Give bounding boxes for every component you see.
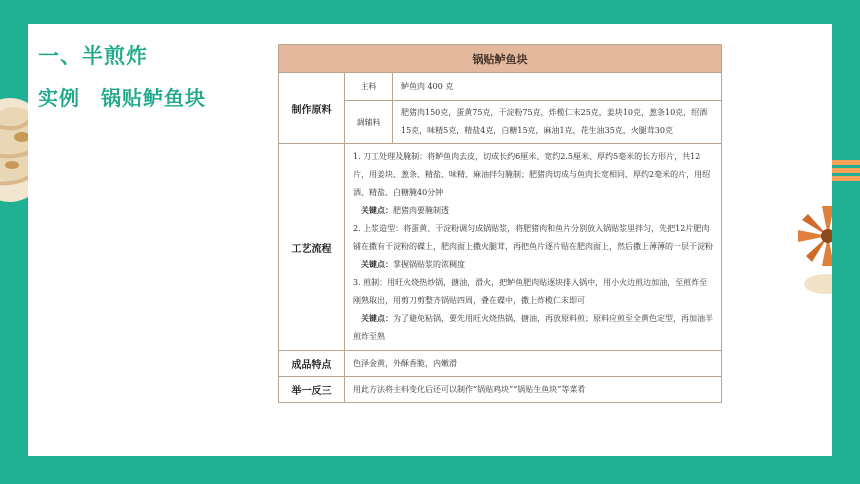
process-steps xyxy=(345,144,722,351)
ingredients-label: 制作原料 xyxy=(279,73,345,144)
main-ingredient-label: 主料 xyxy=(345,73,393,101)
table-row xyxy=(279,144,722,351)
process-step-3: 3. 煎制：用旺火烧热炒锅，搪油，滑火，把鲈鱼肥肉贴逐块排入锅中，用小火边煎边加油，至煎炸至刚熟取出，用剪刀剪整齐锅贴四周，叠在碟中，撒上炸榄仁末即可 xyxy=(353,278,708,305)
table-row xyxy=(279,101,722,144)
example-heading: 实例 锅贴鲈鱼块 xyxy=(38,86,206,110)
process-label: 工艺流程 xyxy=(279,144,345,351)
process-step-1: 1. 刀工处理及腌制：将鲈鱼肉去皮，切成长约6厘米、宽约2.5厘米、厚约5毫米的长方形片，共12片，用姜块、葱条、精盐、味精、麻油拌匀腌制；肥猪肉切成与鱼肉长宽相同、厚约2毫米的片，用绍酒、精盐、白糖腌40分钟 xyxy=(353,152,711,197)
star-anise-decoration xyxy=(780,188,832,298)
table-row xyxy=(279,73,722,101)
section-heading: 一、半煎炸 xyxy=(38,44,148,68)
key-point-text: 为了避免粘锅，要先用旺火烧热锅，搪油，再放原料煎；原料应煎至全黄色定型，再加油半煎炸至熟 xyxy=(353,314,713,341)
variation-label: 举一反三 xyxy=(279,377,345,403)
key-point-2 xyxy=(353,256,713,274)
recipe-table xyxy=(278,44,722,403)
features-value: 色泽金黄，外酥香脆，内嫩滑 xyxy=(345,351,722,377)
key-point-label: 关键点： xyxy=(361,260,393,269)
key-point-3 xyxy=(353,310,713,346)
key-point-label: 关键点： xyxy=(361,314,393,323)
features-label: 成品特点 xyxy=(279,351,345,377)
aux-ingredient-label: 调辅料 xyxy=(345,101,393,144)
table-header-row xyxy=(279,45,722,73)
key-point-text: 掌握锅贴浆的浓稠度 xyxy=(393,260,465,269)
key-point-text: 肥猪肉要腌制透 xyxy=(393,206,449,215)
key-point-1 xyxy=(353,202,713,220)
aux-ingredient-value: 肥猪肉150克，蛋黄75克，干淀粉75克，炸榄仁末25克，姜块10克，葱条10克，绍酒15克，味精5克，精盐4克，白糖15克，麻油1克，花生油35克，火腿茸30克 xyxy=(393,101,722,144)
table-title: 锅贴鲈鱼块 xyxy=(279,45,722,73)
key-point-label: 关键点： xyxy=(361,206,393,215)
process-step-2: 2. 上浆造型：将蛋黄、干淀粉调匀成锅贴浆，将肥猪肉和鱼片分别放入锅贴浆里拌匀，先把12片肥肉铺在撒有干淀粉的碟上，肥肉面上撒火腿茸，再把鱼片逐片贴在肥肉面上，然后撒上薄薄的一层干淀粉 xyxy=(353,224,713,251)
table-row xyxy=(279,351,722,377)
variation-value: 用此方法将主料变化后还可以制作“锅贴鸡块”“锅贴生鱼块”等菜肴 xyxy=(345,377,722,403)
main-ingredient-value: 鲈鱼肉 400 克 xyxy=(393,73,722,101)
table-row xyxy=(279,377,722,403)
